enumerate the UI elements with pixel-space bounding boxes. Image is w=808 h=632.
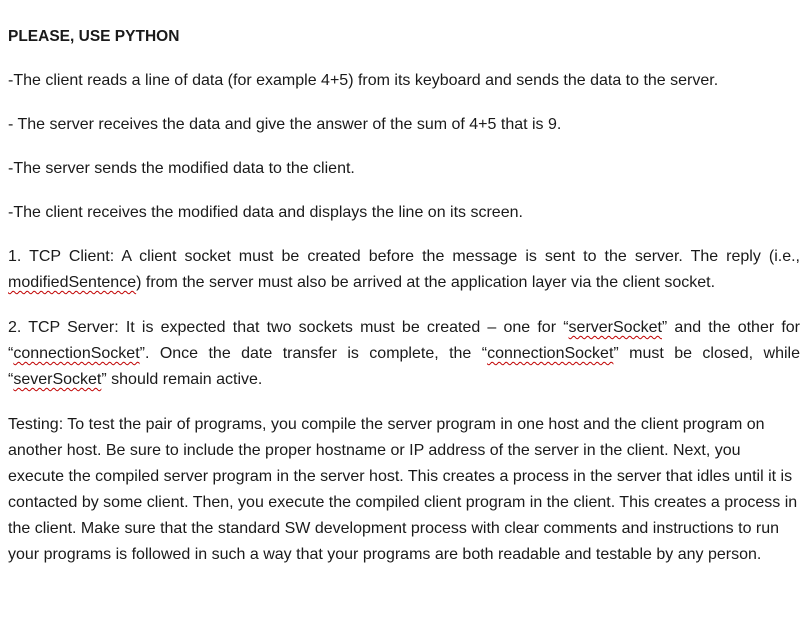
tcp-client-text-1: 1. TCP Client: A client socket must be created before the message is sent to the server. The reply (i.e.,	[8, 248, 800, 265]
tcp-client-paragraph	[8, 244, 800, 296]
term-modified-sentence: modifiedSentence	[8, 274, 137, 291]
bullet-server-sends: -The server sends the modified data to the client.	[8, 160, 355, 177]
bullet-client-receives: -The client receives the modified data and displays the line on its screen.	[8, 204, 523, 221]
term-sever-socket: severSocket	[13, 371, 102, 388]
tcp-server-text-3: ”. Once the date transfer is complete, the “	[139, 345, 488, 362]
document-title: PLEASE, USE PYTHON	[8, 28, 180, 45]
tcp-server-paragraph	[8, 315, 800, 393]
bullet-client-reads: -The client reads a line of data (for example 4+5) from its keyboard and sends the data to the server.	[8, 72, 719, 89]
tcp-server-text-1: 2. TCP Server: It is expected that two sockets must be created – one for “	[8, 319, 569, 336]
term-connection-socket-2: connectionSocket	[487, 345, 614, 362]
tcp-server-text-5: ” should remain active.	[101, 371, 263, 388]
bullet-server-receives: - The server receives the data and give the answer of the sum of 4+5 that is 9.	[8, 116, 562, 133]
tcp-server-text-4: ” must be closed, while “	[8, 345, 800, 388]
testing-paragraph: Testing: To test the pair of programs, you compile the server program in one host and the client program on another host. Be sure to include the proper hostname or IP address of the server in the client. Next, you execute the compiled server program in the server host. This creates a process in the server that idles until it is contacted by some client. Then, you execute the compiled client program in the client. This creates a process in the client. Make sure that the standard SW development process with clear comments and instructions to run your programs is followed in such a way that your programs are both readable and testable by any person.	[8, 416, 798, 563]
term-connection-socket-1: connectionSocket	[13, 345, 140, 362]
tcp-client-text-2: ) from the server must also be arrived at the application layer via the client socket.	[136, 274, 716, 291]
term-server-socket: serverSocket	[568, 319, 662, 336]
tcp-server-text-2: ” and the other for “	[8, 319, 801, 362]
